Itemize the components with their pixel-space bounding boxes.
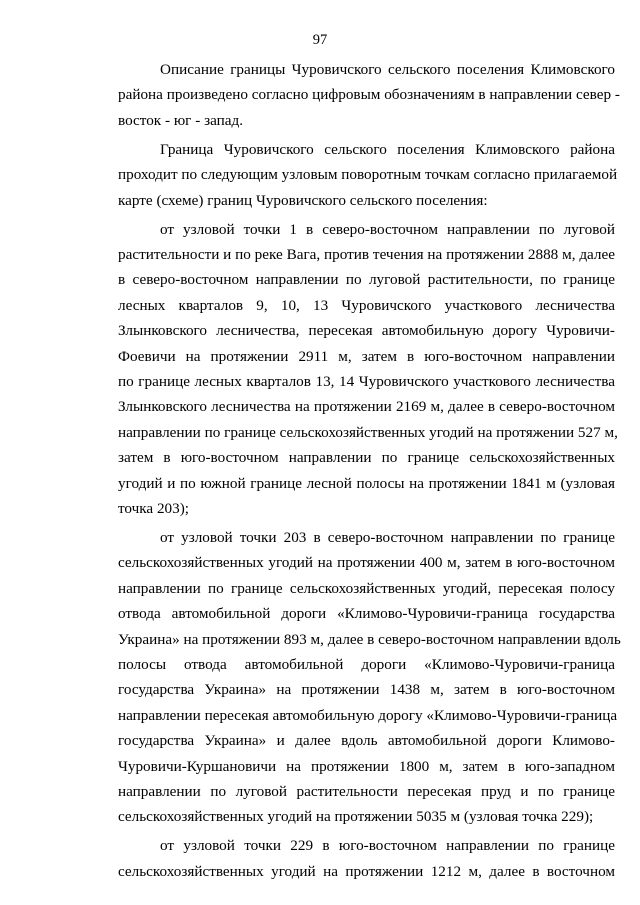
text-line: от узловой точки 1 в северо-восточном направлении по луговой [160,220,615,238]
text-line: Граница Чуровичского сельского поселения Климовского района [160,140,615,158]
text-line: угодий и по южной границе лесной полосы на протяжении 1841 м (узловая [118,474,615,492]
text-line: в северо-восточном направлении по луговой растительности, по границе [118,271,615,289]
text-line: государства Украина» на протяжении 1438 м, затем в юго-восточном [118,681,615,699]
text-line: растительности и по реке Вага, против течения на протяжении 2888 м, далее [118,246,615,263]
text-line: Фоевичи на протяжении 2911 м, затем в юго-восточном направлении [118,347,615,365]
text-line: Украина» на протяжении 893 м, далее в северо-восточном направлении вдоль [118,630,621,648]
text-line: лесных кварталов 9, 10, 13 Чуровичского участкового лесничества [118,296,615,314]
text-line: точка 203); [118,500,190,517]
text-line: отвода автомобильной дороги «Климово-Чуровичи-граница государства [118,605,615,623]
text-line: направлении пересекая автомобильную дорогу «Климово-Чуровичи-граница [118,706,618,724]
text-line: сельскохозяйственных угодий на протяжении 400 м, затем в юго-восточном [118,554,615,572]
text-line: Чуровичи-Куршановичи на протяжении 1800 м, затем в юго-западном [118,757,615,775]
text-line: сельскохозяйственных угодий на протяжении 1212 м, далее в восточном [118,862,615,880]
text-line: восток - юг - запад. [118,111,244,129]
text-line: района произведено согласно цифровым обозначениям в направлении север - [118,86,620,104]
text-line: направлении по границе сельскохозяйственных угодий на протяжении 527 м, [118,423,618,441]
text-line: полосы отвода автомобильной дороги «Климово-Чуровичи-граница [118,656,615,673]
text-line: затем в юго-восточном направлении по границе сельскохозяйственных [118,449,615,467]
page-number: 97 [312,32,328,48]
text-line: сельскохозяйственных угодий на протяжении 5035 м (узловая точка 229); [118,808,594,826]
text-line: государства Украина» и далее вдоль автомобильной дороги Климово- [118,732,615,750]
text-line: Злынковского лесничества, пересекая автомобильную дорогу Чуровичи- [118,322,615,340]
text-line: по границе лесных кварталов 13, 14 Чуровичского участкового лесничества [118,373,615,390]
text-line: от узловой точки 203 в северо-восточном направлении по границе [160,529,615,546]
text-line: от узловой точки 229 в юго-восточном направлении по границе [160,837,615,855]
text-line: направлении по луговой растительности пересекая пруд и по границе [118,783,615,800]
text-line: Описание границы Чуровичского сельского поселения Климовского [160,61,615,78]
text-line: карте (схеме) границ Чуровичского сельского поселения: [118,191,488,209]
text-line: проходит по следующим узловым поворотным точкам согласно прилагаемой [118,166,618,184]
text-line: направлении по границе сельскохозяйственных угодий, пересекая полосу [118,579,615,597]
text-line: Злынковского лесничества на протяжении 2169 м, далее в северо-восточном [118,398,615,416]
